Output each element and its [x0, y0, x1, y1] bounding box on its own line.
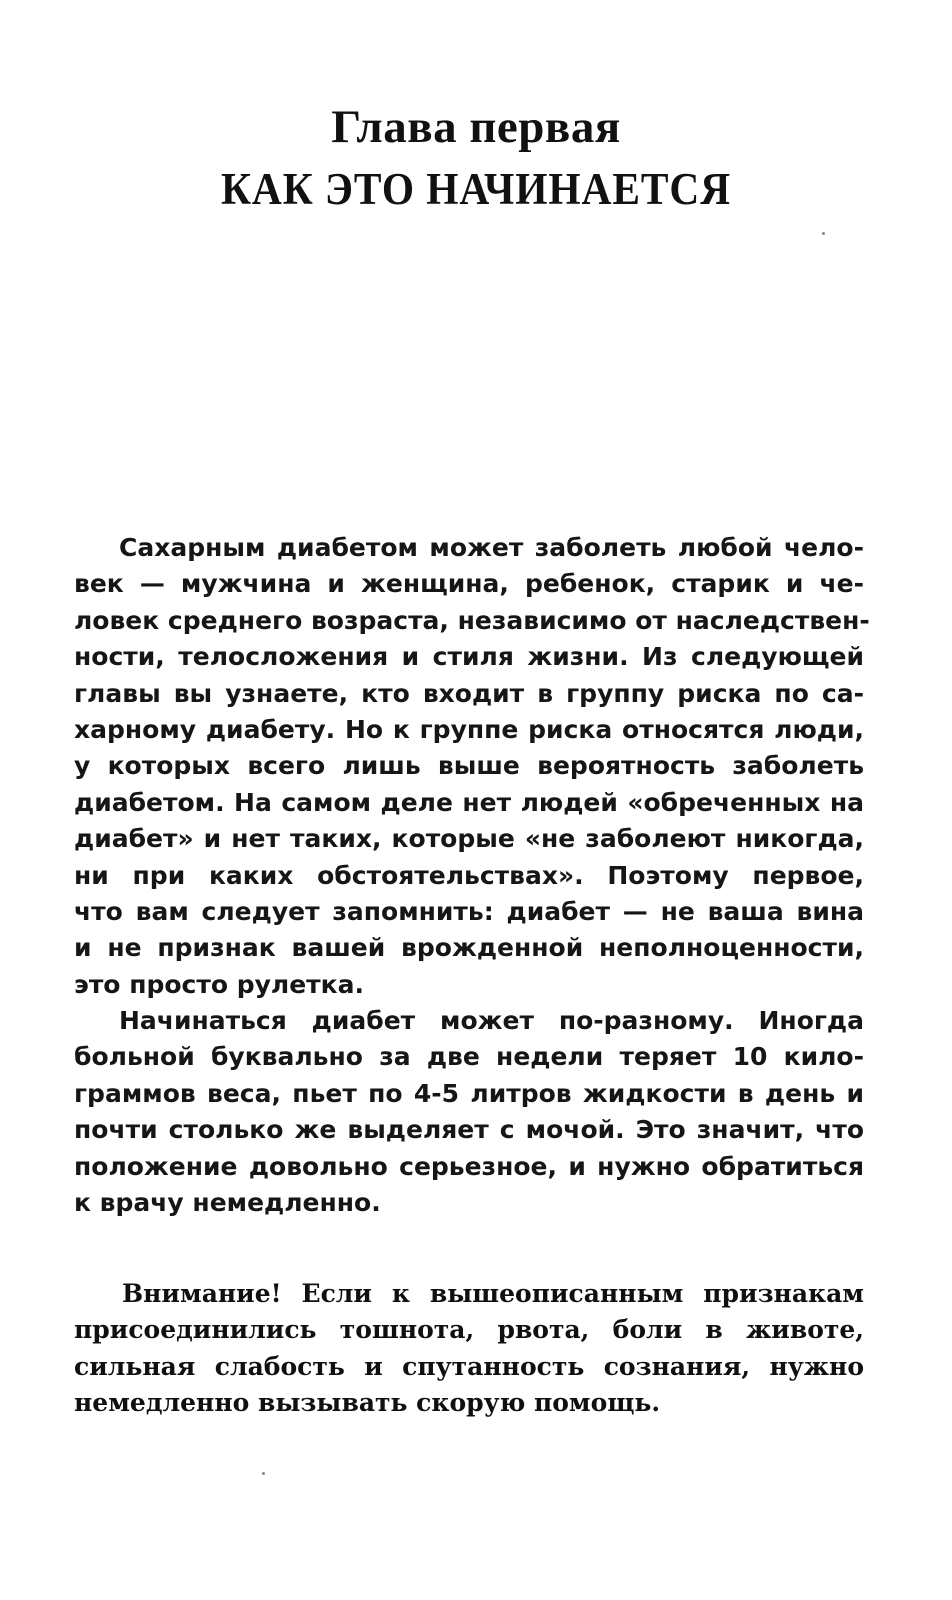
- chapter-number: Глава первая: [331, 101, 621, 153]
- text-line: это просто рулетка.: [74, 969, 365, 999]
- text-line: ловек среднего возраста, независимо от наследствен-: [74, 605, 870, 635]
- warning-note: [74, 1276, 864, 1422]
- scan-speck: [262, 1472, 265, 1475]
- text-line: диабетом. На самом деле нет людей «обреченных на: [74, 787, 864, 817]
- text-line: диабет» и нет таких, которые «не заболеют никогда,: [74, 824, 864, 854]
- text-line: век — мужчина и женщина, ребенок, старик и че-: [74, 569, 864, 599]
- text-line: что вам следует запомнить: диабет — не ваша вина: [74, 896, 864, 926]
- text-line: и не признак вашей врожденной неполноценности,: [74, 933, 864, 963]
- warning-line: сильная слабость и спутанность сознания, нужно: [74, 1351, 864, 1381]
- text-line: ности, телосложения и стиля жизни. Из следующей: [74, 642, 864, 672]
- text-line: почти столько же выделяет с мочой. Это значит, что: [74, 1115, 864, 1145]
- text-line: у которых всего лишь выше вероятность заболеть: [74, 751, 864, 781]
- warning-line: Внимание! Если к вышеописанным признакам: [122, 1279, 864, 1308]
- text-line: положение довольно серьезное, и нужно обратиться: [74, 1151, 864, 1181]
- body-text: [74, 530, 870, 1221]
- warning-line: немедленно вызывать скорую помощь.: [74, 1388, 661, 1418]
- scan-speck: [822, 232, 825, 235]
- text-line: харному диабету. Но к группе риска относятся люди,: [74, 714, 864, 744]
- text-line: граммов веса, пьет по 4-5 литров жидкости в день и: [74, 1078, 864, 1108]
- text-line: к врачу немедленно.: [74, 1188, 381, 1218]
- chapter-heading: [0, 96, 952, 220]
- chapter-title: КАК ЭТО НАЧИНАЕТСЯ: [220, 164, 732, 214]
- warning-line: присоединились тошнота, рвота, боли в животе,: [74, 1315, 864, 1345]
- paragraph-1: [74, 530, 870, 1003]
- text-line: Сахарным диабетом может заболеть любой чело-: [119, 533, 864, 562]
- text-line: главы вы узнаете, кто входит в группу риска по са-: [74, 678, 864, 708]
- text-line: ни при каких обстоятельствах». Поэтому первое,: [74, 860, 864, 890]
- paragraph-2: [74, 1003, 864, 1221]
- text-line: больной буквально за две недели теряет 10 кило-: [74, 1042, 864, 1072]
- text-line: Начинаться диабет может по-разному. Иногда: [119, 1006, 864, 1036]
